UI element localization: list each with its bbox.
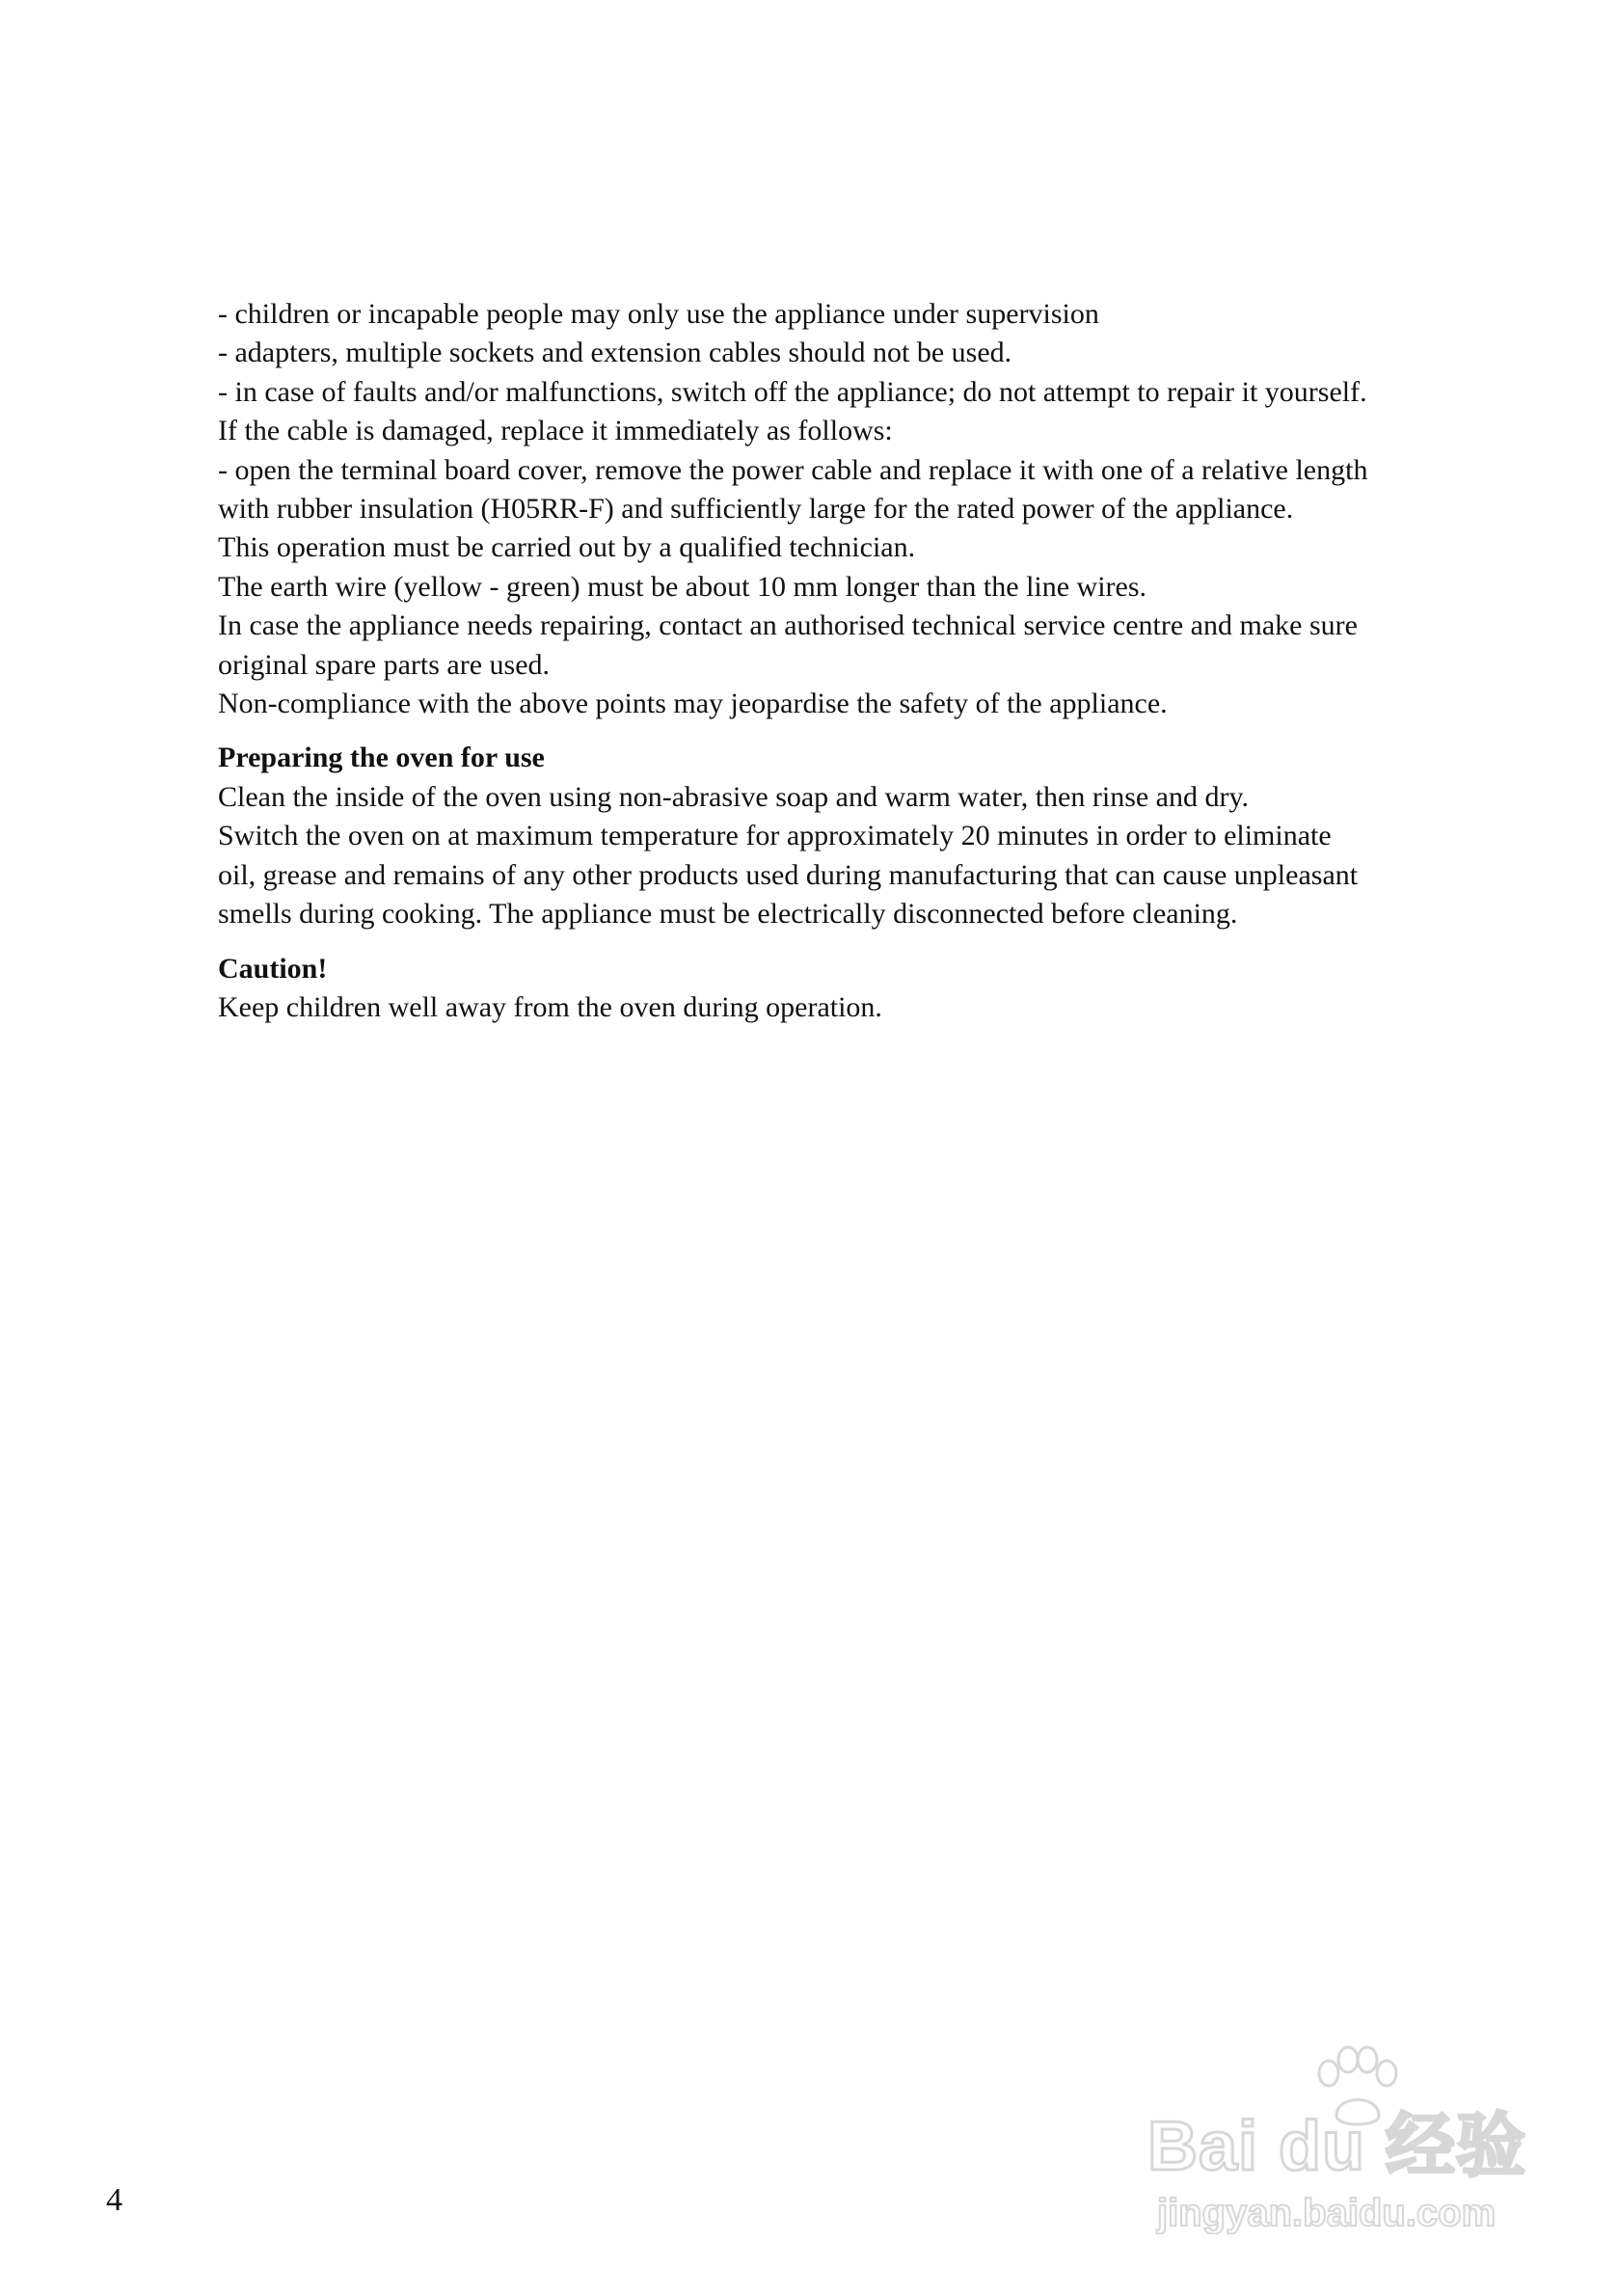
text-line: oil, grease and remains of any other products used during manufacturing that can cause unpleasant <box>218 858 1359 891</box>
text-line: The earth wire (yellow - green) must be about 10 mm longer than the line wires. <box>218 570 1147 603</box>
text-line: with rubber insulation (H05RR-F) and sufficiently large for the rated power of the appliance. <box>218 493 1294 526</box>
text-line: - adapters, multiple sockets and extension cables should not be used. <box>218 337 1012 369</box>
text-line: In case the appliance needs repairing, contact an authorised technical service centre and make sure <box>218 609 1358 642</box>
text-line: Clean the inside of the oven using non-abrasive soap and warm water, then rinse and dry. <box>218 780 1250 813</box>
text-line: smells during cooking. The appliance must be electrically disconnected before cleaning. <box>218 898 1238 931</box>
preparing-section <box>218 739 1510 933</box>
watermark-url: jingyan.baidu.com <box>1157 2192 1497 2234</box>
page-content <box>218 295 1510 1027</box>
caution-heading: Caution! <box>218 952 328 985</box>
baidu-watermark <box>1147 2044 1533 2247</box>
watermark-brand: Bai du 经验 <box>1147 2108 1527 2185</box>
page-number: 4 <box>106 2182 122 2218</box>
text-line: - open the terminal board cover, remove the power cable and replace it with one of a relative length <box>218 453 1368 486</box>
text-line: - in case of faults and/or malfunctions, switch off the appliance; do not attempt to repair it yourself. <box>218 375 1367 408</box>
safety-instructions <box>218 295 1510 723</box>
caution-section <box>218 950 1510 1028</box>
text-line: Keep children well away from the oven during operation. <box>218 990 882 1023</box>
text-line: original spare parts are used. <box>218 648 551 681</box>
text-line: Switch the oven on at maximum temperature for approximately 20 minutes in order to eliminate <box>218 820 1332 852</box>
text-line: This operation must be carried out by a qualified technician. <box>218 531 916 564</box>
text-line: If the cable is damaged, replace it immediately as follows: <box>218 415 893 447</box>
text-line: Non-compliance with the above points may jeopardise the safety of the appliance. <box>218 688 1168 720</box>
text-line: - children or incapable people may only use the appliance under supervision <box>218 298 1099 330</box>
preparing-heading: Preparing the oven for use <box>218 742 545 774</box>
